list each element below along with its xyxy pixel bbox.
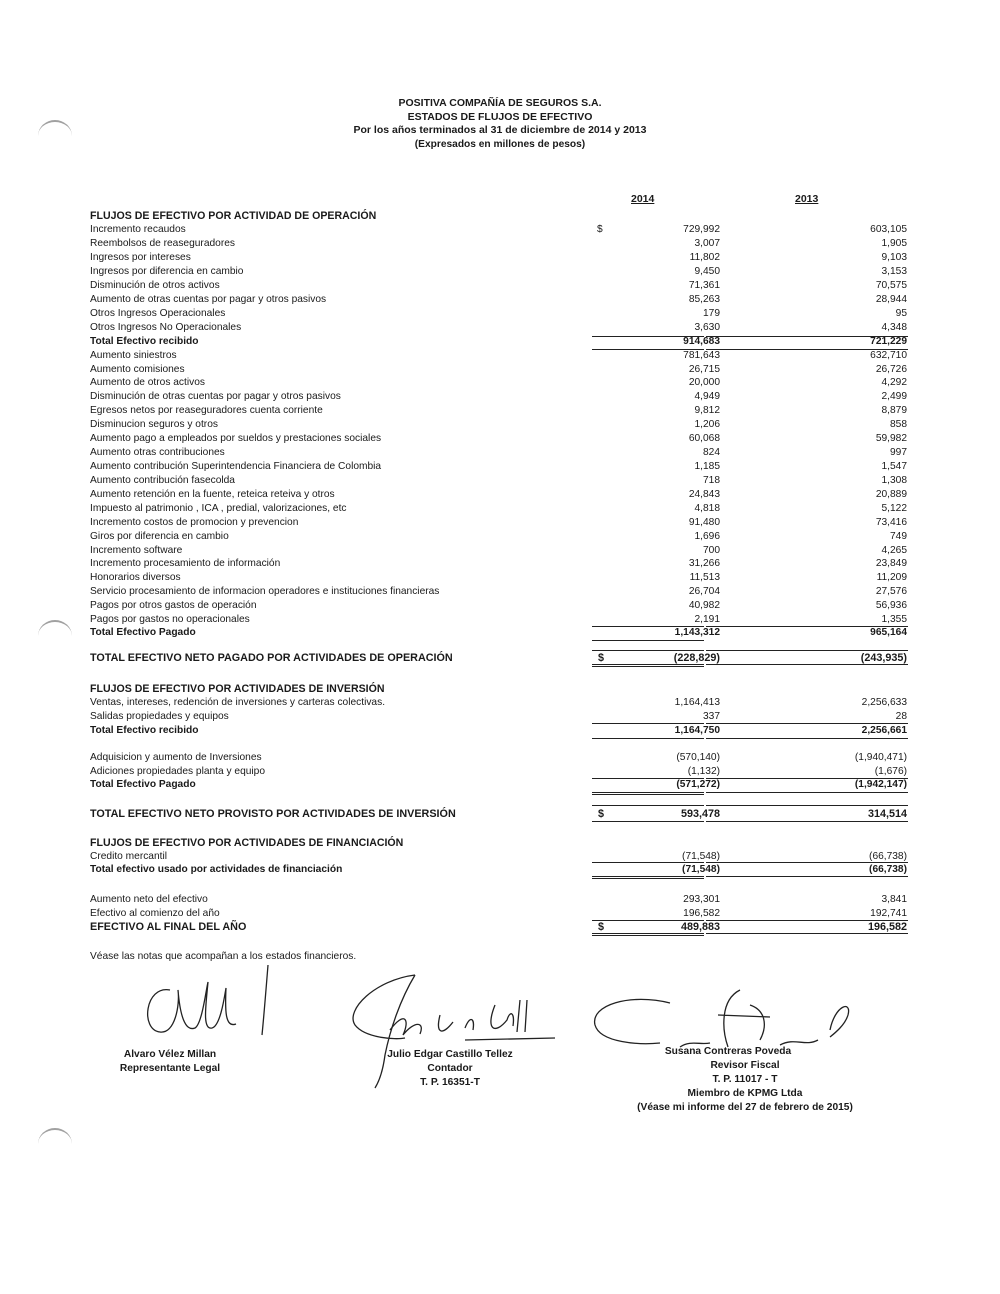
currency-symbol: $ xyxy=(597,224,603,235)
table-row: Egresos netos por reaseguradores cuenta corriente 9,812 8,879 xyxy=(90,405,907,416)
table-row: Incremento procesamiento de información 31,266 23,849 xyxy=(90,558,907,569)
table-row: Otros Ingresos No Operacionales 3,630 4,348 xyxy=(90,322,907,333)
table-row: Aumento pago a empleados por sueldos y prestaciones sociales 60,068 59,982 xyxy=(90,433,907,444)
ending-cash-row: EFECTIVO AL FINAL DEL AÑO $ 489,883 196,582 xyxy=(90,921,907,933)
table-row: Disminución de otros activos 71,361 70,575 xyxy=(90,280,907,291)
table-row: Adquisicion y aumento de Inversiones (570,140) (1,940,471) xyxy=(90,752,907,763)
signatory-role: Revisor Fiscal xyxy=(710,1060,780,1071)
table-row: Pagos por otros gastos de operación 40,982 56,936 xyxy=(90,600,907,611)
signatory-name: Julio Edgar Castillo Tellez xyxy=(387,1049,513,1060)
table-row: Incremento recaudos $ 729,992 603,105 xyxy=(90,224,907,235)
table-row: Disminucion seguros y otros 1,206 858 xyxy=(90,419,907,430)
table-row: Salidas propiedades y equipos 337 28 xyxy=(90,711,907,722)
statement-title: ESTADOS DE FLUJOS DE EFECTIVO xyxy=(407,110,593,123)
table-row: Pagos por gastos no operacionales 2,191 1,355 xyxy=(90,614,907,625)
signatory-license: T. P. 16351-T xyxy=(420,1077,480,1088)
table-row: Credito mercantil (71,548) (66,738) xyxy=(90,851,907,862)
column-header-2014: 2014 xyxy=(631,193,655,205)
table-row: Otros Ingresos Operacionales 179 95 xyxy=(90,308,907,319)
binder-hole-bottom xyxy=(38,1128,72,1160)
notes-reference: Véase las notas que acompañan a los estados financieros. xyxy=(90,951,357,962)
table-row: Giros por diferencia en cambio 1,696 749 xyxy=(90,531,907,542)
table-row: Aumento contribución fasecolda 718 1,308 xyxy=(90,475,907,486)
table-row: Aumento retención en la fuente, reteica reteiva y otros 24,843 20,889 xyxy=(90,489,907,500)
signatory-license: T. P. 11017 - T xyxy=(712,1074,778,1085)
signature-legal-representative xyxy=(140,960,290,1050)
total-row: Total Efectivo recibido 1,164,750 2,256,661 xyxy=(90,725,907,736)
table-row: Aumento otras contribuciones 824 997 xyxy=(90,447,907,458)
net-operating-total-row: TOTAL EFECTIVO NETO PAGADO POR ACTIVIDADES DE OPERACIÓN $ (228,829) (243,935) xyxy=(90,652,907,664)
table-row: Aumento de otros activos 20,000 4,292 xyxy=(90,377,907,388)
table-row: Adiciones propiedades planta y equipo (1,132) (1,676) xyxy=(90,766,907,777)
table-row: Aumento contribución Superintendencia Financiera de Colombia 1,185 1,547 xyxy=(90,461,907,472)
signatory-role: Representante Legal xyxy=(119,1063,221,1074)
statement-units: (Expresados en millones de pesos) xyxy=(414,138,586,150)
table-row: Ventas, intereses, redención de inversiones y carteras colectivas. 1,164,413 2,256,633 xyxy=(90,697,907,708)
table-row: Servicio procesamiento de informacion operadores e instituciones financieras 26,704 27,576 xyxy=(90,586,907,597)
table-row: Ingresos por diferencia en cambio 9,450 3,153 xyxy=(90,266,907,277)
table-row: Aumento siniestros 781,643 632,710 xyxy=(90,350,907,361)
signatory-name: Alvaro Vélez Millan xyxy=(123,1049,217,1060)
signatory-report-note: (Véase mi informe del 27 de febrero de 2015) xyxy=(637,1102,853,1113)
net-investing-total-row: TOTAL EFECTIVO NETO PROVISTO POR ACTIVIDADES DE INVERSIÓN $ 593,478 314,514 xyxy=(90,808,907,820)
table-row: Incremento software 700 4,265 xyxy=(90,545,907,556)
signatory-accountant xyxy=(370,1048,530,1090)
table-row: Honorarios diversos 11,513 11,209 xyxy=(90,572,907,583)
table-row: Ingresos por intereses 11,802 9,103 xyxy=(90,252,907,263)
table-row: Aumento de otras cuentas por pagar y otros pasivos 85,263 28,944 xyxy=(90,294,907,305)
table-row: Aumento comisiones 26,715 26,726 xyxy=(90,364,907,375)
total-row: Total Efectivo recibido 914,683 721,229 xyxy=(90,336,907,347)
signatory-role: Contador xyxy=(427,1063,473,1074)
table-row: Efectivo al comienzo del año 196,582 192,741 xyxy=(90,908,907,919)
signatory-statutory-auditor xyxy=(620,1045,870,1115)
company-name: POSITIVA COMPAÑÍA DE SEGUROS S.A. xyxy=(398,97,602,109)
statement-period: Por los años terminados al 31 de diciembre de 2014 y 2013 xyxy=(353,124,647,136)
total-row: Total Efectivo Pagado 1,143,312 965,164 xyxy=(90,627,907,638)
table-row: Aumento neto del efectivo 293,301 3,841 xyxy=(90,894,907,905)
signatory-firm: Miembro de KPMG Ltda xyxy=(687,1088,803,1099)
column-header-2013: 2013 xyxy=(795,193,819,205)
total-row: Total efectivo usado por actividades de financiación (71,548) (66,738) xyxy=(90,864,907,875)
binder-hole-middle xyxy=(38,620,72,652)
total-row: Total Efectivo Pagado (571,272) (1,942,147) xyxy=(90,779,907,790)
table-row: Incremento costos de promocion y prevencion 91,480 73,416 xyxy=(90,517,907,528)
table-row: Disminución de otras cuentas por pagar y otros pasivos 4,949 2,499 xyxy=(90,391,907,402)
section-financing-heading: FLUJOS DE EFECTIVO POR ACTIVIDADES DE FINANCIACIÓN xyxy=(90,837,404,849)
section-investing-heading: FLUJOS DE EFECTIVO POR ACTIVIDADES DE INVERSIÓN xyxy=(90,683,385,695)
table-row: Reembolsos de reaseguradores 3,007 1,905 xyxy=(90,238,907,249)
signatory-legal-representative xyxy=(100,1048,240,1076)
table-row: Impuesto al patrimonio , ICA , predial, valorizaciones, etc 4,818 5,122 xyxy=(90,503,907,514)
section-operating-heading: FLUJOS DE EFECTIVO POR ACTIVIDAD DE OPERACIÓN xyxy=(90,210,377,222)
document-header xyxy=(0,97,1000,151)
signatory-name: Susana Contreras Poveda xyxy=(664,1046,792,1057)
